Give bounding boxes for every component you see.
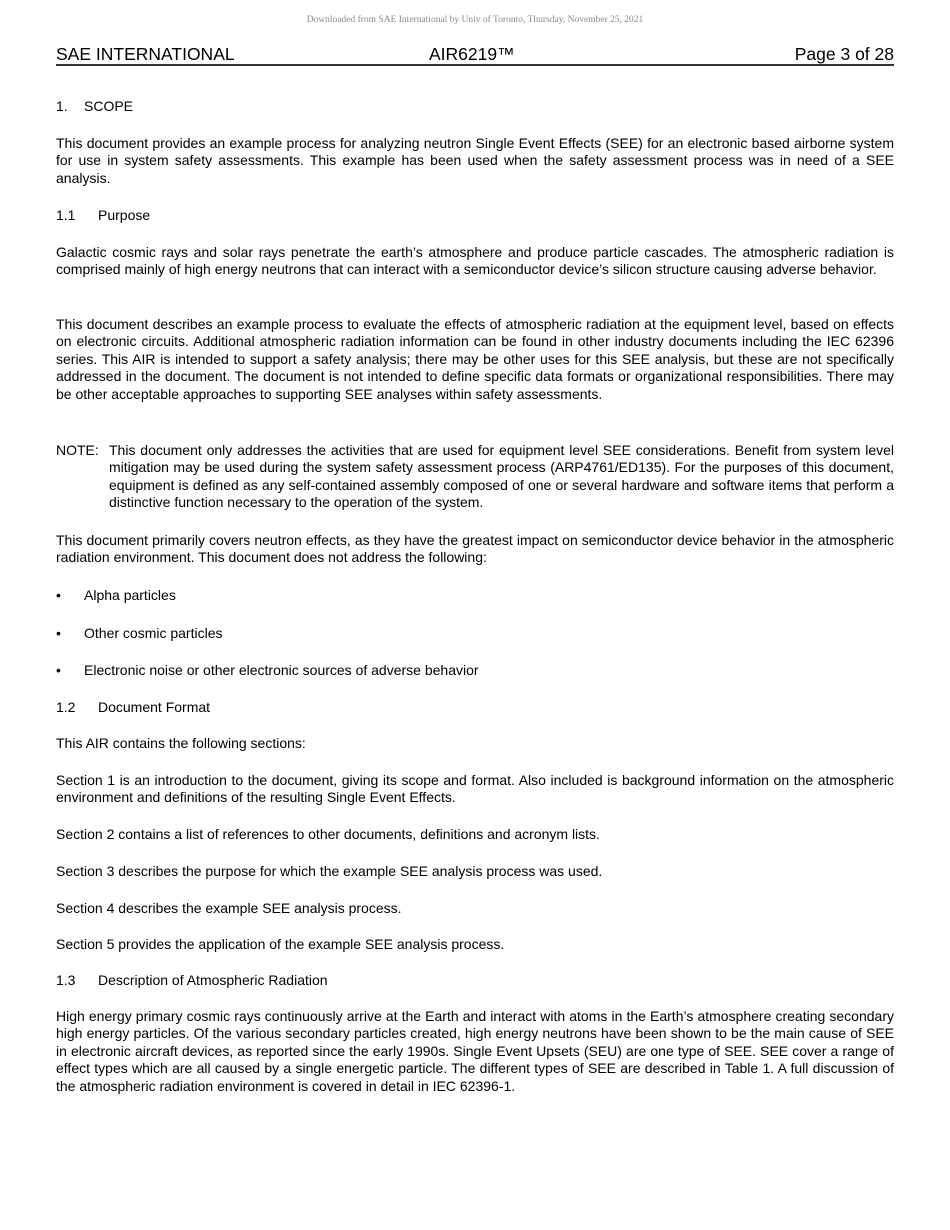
bullet-icon: • <box>56 587 61 603</box>
section-number: 1.2 <box>56 699 76 715</box>
bullet-text: Alpha particles <box>84 587 176 603</box>
paragraph: Galactic cosmic rays and solar rays penetrate the earth’s atmosphere and produce particle cascades. The atmospheric radiation is comprised mainly of high energy neutrons that can interact with a semiconductor device’s silicon structure causing adverse behavior. <box>56 244 894 278</box>
paragraph: Section 5 provides the application of the example SEE analysis process. <box>56 936 505 952</box>
paragraph: This document describes an example process to evaluate the effects of atmospheric radiation at the equipment level, based on effects on electronic circuits. Additional atmospheric radiation information can be found in other industry documents including the IEC 62396 series. This AIR is intended to support a safety analysis; there may be other uses for this SEE analysis, but these are not specifically addressed in the document. The document is not intended to define specific data formats or organizational responsibilities. There may be other acceptable approaches to supporting SEE analyses within safety assessments. <box>56 316 894 402</box>
download-watermark: Downloaded from SAE International by Univ of Toronto, Thursday, November 25, 2021 <box>306 15 644 25</box>
bullet-icon: • <box>56 662 61 678</box>
publisher-name: SAE INTERNATIONAL <box>56 44 235 64</box>
page-header <box>56 44 894 66</box>
note-label: NOTE: <box>56 442 99 458</box>
bullet-text: Other cosmic particles <box>84 625 223 641</box>
paragraph: This AIR contains the following sections: <box>56 735 306 751</box>
paragraph: Section 2 contains a list of references to other documents, definitions and acronym lists. <box>56 826 600 842</box>
section-number: 1.1 <box>56 207 76 223</box>
paragraph: Section 3 describes the purpose for which the example SEE analysis process was used. <box>56 863 603 879</box>
document-id: AIR6219™ <box>429 44 515 64</box>
bullet-icon: • <box>56 625 61 641</box>
paragraph: Section 4 describes the example SEE analysis process. <box>56 900 402 916</box>
section-number: 1.3 <box>56 972 76 988</box>
paragraph: This document provides an example process for analyzing neutron Single Event Effects (SEE) for an electronic based airborne system for use in system safety assessments. This example has been used when the safety assessment process was in need of a SEE analysis. <box>56 135 894 186</box>
section-title: Purpose <box>98 207 151 223</box>
section-number: 1. <box>56 98 68 114</box>
bullet-text: Electronic noise or other electronic sources of adverse behavior <box>84 662 479 678</box>
section-title: SCOPE <box>84 98 134 114</box>
section-title: Description of Atmospheric Radiation <box>98 972 328 988</box>
paragraph: Section 1 is an introduction to the document, giving its scope and format. Also included is background information on the atmospheric environment and definitions of the resulting Single Event Effects. <box>56 772 894 806</box>
page-number: Page 3 of 28 <box>794 44 894 64</box>
section-title: Document Format <box>98 699 211 715</box>
section-heading-document-format <box>56 699 210 715</box>
note <box>56 442 894 512</box>
section-heading-scope <box>56 98 133 114</box>
bullet-item <box>56 662 479 678</box>
bullet-item <box>56 625 222 641</box>
section-heading-atmospheric-radiation <box>56 972 328 988</box>
bullet-item <box>56 587 176 603</box>
paragraph: This document primarily covers neutron effects, as they have the greatest impact on semiconductor device behavior in the atmospheric radiation environment. This document does not address the following: <box>56 532 894 566</box>
paragraph: High energy primary cosmic rays continuously arrive at the Earth and interact with atoms in the Earth’s atmosphere creating secondary high energy particles. Of the various secondary particles created, high energy neutrons have been shown to be the main cause of SEE in electronic aircraft devices, as reported since the early 1990s. Single Event Upsets (SEU) are one type of SEE. SEE cover a range of effect types which are all caused by a single energetic particle. The different types of SEE are described in Table 1. A full discussion of the atmospheric radiation environment is covered in detail in IEC 62396-1. <box>56 1008 894 1094</box>
section-heading-purpose <box>56 207 150 223</box>
note-text: This document only addresses the activities that are used for equipment level SEE considerations. Benefit from system level mitigation may be used during the system safety assessment process (ARP4761/ED135). For the purposes of this document, equipment is defined as any self-contained assembly composed of one or several hardware and software items that perform a distinctive function necessary to the operation of the system. <box>109 442 894 511</box>
